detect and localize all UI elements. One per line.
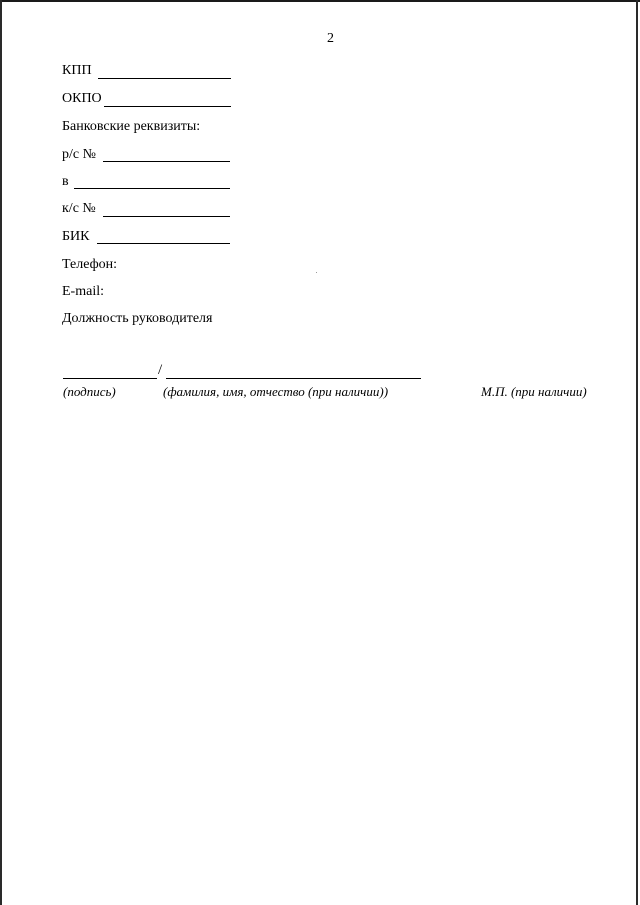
kpp-blank-line bbox=[98, 78, 231, 79]
bik-label: БИК bbox=[62, 229, 90, 244]
signature-caption: (подпись) bbox=[63, 384, 116, 399]
scan-border-top bbox=[0, 0, 640, 2]
email-label: E-mail: bbox=[62, 284, 104, 299]
position-label: Должность руководителя bbox=[62, 311, 213, 326]
scan-border-right bbox=[636, 0, 638, 905]
okpo-blank-line bbox=[104, 106, 231, 107]
scan-speck bbox=[316, 272, 317, 273]
signature-slash: / bbox=[158, 362, 163, 378]
phone-label: Телефон: bbox=[62, 257, 118, 272]
okpo-label: ОКПО bbox=[62, 91, 102, 106]
seal-caption: М.П. (при наличии) bbox=[481, 384, 587, 399]
page-number: 2 bbox=[327, 31, 334, 46]
signature-blank-line bbox=[63, 378, 157, 379]
bik-blank-line bbox=[97, 243, 230, 244]
scan-border-left bbox=[0, 0, 2, 905]
full-name-blank-line bbox=[166, 378, 421, 379]
kpp-label: КПП bbox=[62, 63, 92, 78]
account-blank-line bbox=[103, 161, 230, 162]
bank-name-label: в bbox=[62, 174, 69, 189]
corr-account-blank-line bbox=[103, 216, 230, 217]
corr-account-label: к/с № bbox=[62, 201, 96, 216]
full-name-caption: (фамилия, имя, отчество (при наличии)) bbox=[163, 384, 389, 399]
bank-name-blank-line bbox=[74, 188, 230, 189]
bank-details-heading: Банковские реквизиты: bbox=[62, 119, 201, 134]
account-label: р/с № bbox=[62, 147, 96, 162]
